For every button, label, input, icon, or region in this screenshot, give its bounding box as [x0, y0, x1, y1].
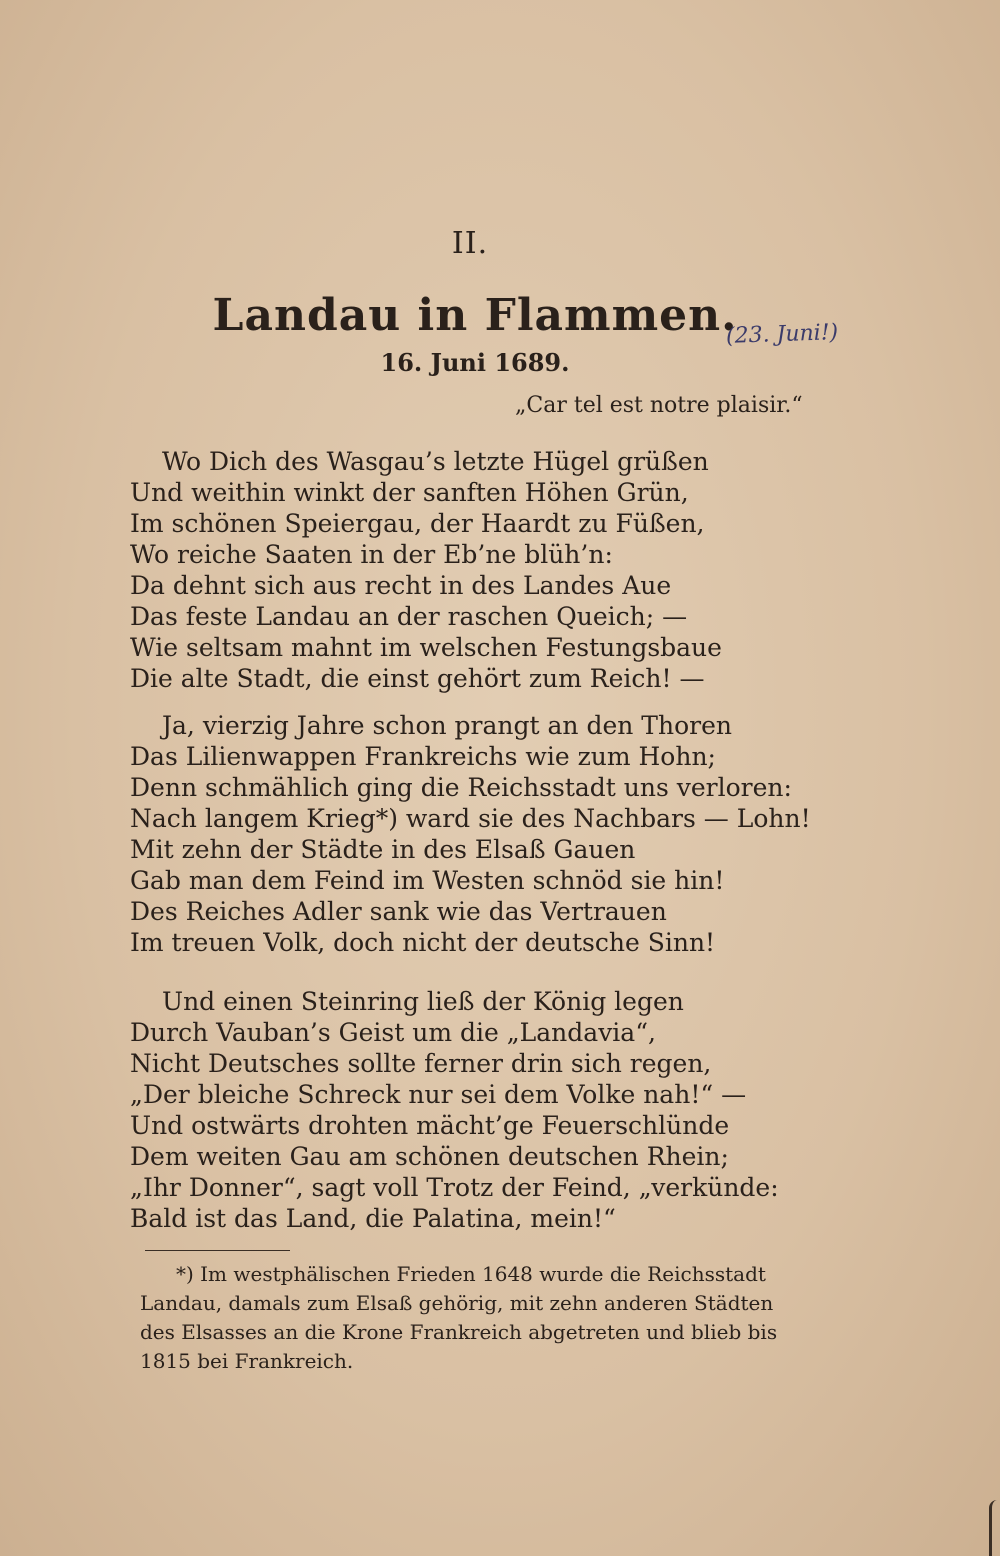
footnote-line: des Elsasses an die Krone Frankreich abgetreten und blieb bis	[140, 1320, 778, 1344]
verse-line: Dem weiten Gau am schönen deutschen Rhein;	[130, 1142, 729, 1171]
verse-line: „Der bleiche Schreck nur sei dem Volke nah!“ —	[130, 1080, 747, 1109]
footnote	[140, 1260, 860, 1376]
chapter-numeral: II.	[451, 226, 489, 261]
footnote-line: Landau, damals zum Elsaß gehörig, mit zehn anderen Städten	[140, 1291, 774, 1315]
verse-line: Gab man dem Feind im Westen schnöd sie hin!	[130, 866, 725, 895]
verse-line: „Ihr Donner“, sagt voll Trotz der Feind, „verkünde:	[130, 1173, 779, 1202]
epigraph: „Car tel est notre plaisir.“	[515, 393, 803, 418]
verse-line: Denn schmählich ging die Reichsstadt uns verloren:	[130, 773, 792, 802]
verse-line: Das feste Landau an der raschen Queich; —	[130, 602, 688, 631]
verse-line: Nicht Deutsches sollte ferner drin sich regen,	[130, 1049, 712, 1078]
footnote-line: 1815 bei Frankreich.	[140, 1349, 354, 1373]
verse-line: Mit zehn der Städte in des Elsaß Gauen	[130, 835, 636, 864]
verse-line: Und einen Steinring ließ der König legen	[162, 987, 684, 1016]
stanza-3	[130, 986, 850, 1234]
verse-line: Im schönen Speiergau, der Haardt zu Füßen,	[130, 509, 705, 538]
poem-date: 16. Juni 1689.	[380, 348, 570, 377]
verse-line: Das Lilienwappen Frankreichs wie zum Hohn;	[130, 742, 716, 771]
stanza-1	[130, 446, 850, 694]
verse-line: Bald ist das Land, die Palatina, mein!“	[130, 1204, 616, 1233]
handwritten-note: (23. Juni!)	[725, 320, 839, 349]
footnote-divider	[145, 1250, 290, 1251]
verse-line: Durch Vauban’s Geist um die „Landavia“,	[130, 1018, 656, 1047]
poem-title: Landau in Flammen.	[212, 290, 738, 341]
verse-line: Da dehnt sich aus recht in des Landes Aue	[130, 571, 672, 600]
verse-line: Ja, vierzig Jahre schon prangt an den Thoren	[162, 711, 732, 740]
verse-line: Wie seltsam mahnt im welschen Festungsbaue	[130, 633, 722, 662]
verse-line: Wo reiche Saaten in der Eb’ne blüh’n:	[130, 540, 613, 569]
verse-line: Die alte Stadt, die einst gehört zum Reich! —	[130, 664, 705, 693]
verse-line: Wo Dich des Wasgau’s letzte Hügel grüßen	[162, 447, 709, 476]
verse-line: Im treuen Volk, doch nicht der deutsche Sinn!	[130, 928, 716, 957]
verse-line: Und weithin winkt der sanften Höhen Grün,	[130, 478, 689, 507]
page-edge-mark	[989, 1500, 1000, 1556]
footnote-line: *) Im westphälischen Frieden 1648 wurde die Reichsstadt	[176, 1262, 766, 1286]
verse-line: Nach langem Krieg*) ward sie des Nachbars — Lohn!	[130, 804, 811, 833]
verse-line: Des Reiches Adler sank wie das Vertrauen	[130, 897, 667, 926]
stanza-2	[130, 710, 850, 958]
verse-line: Und ostwärts drohten mächt’ge Feuerschlünde	[130, 1111, 730, 1140]
